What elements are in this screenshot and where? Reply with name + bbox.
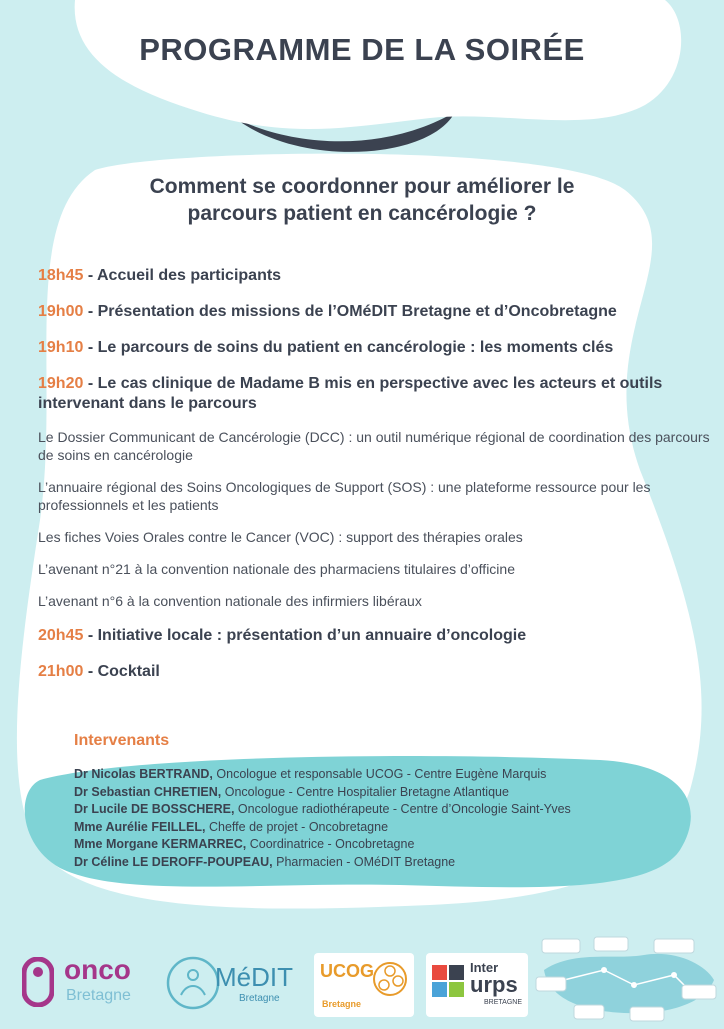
programme-time: 19h00 <box>38 303 84 320</box>
programme-sub-item: Les fiches Voies Orales contre le Cancer (VOC) : support des thérapies orales <box>38 529 523 545</box>
urps-puzzle-icon <box>430 963 466 999</box>
speaker-name: Mme Morgane KERMARREC, <box>74 837 247 851</box>
speakers-list <box>74 766 674 871</box>
omedit-logo <box>165 953 305 1019</box>
speaker-name: Dr Sebastian CHRETIEN, <box>74 784 222 799</box>
bretagne-network-map <box>534 935 720 1024</box>
programme-item <box>38 266 718 286</box>
speaker-row <box>74 836 674 854</box>
programme-sub-item: L’avenant n°21 à la convention nationale des pharmaciens titulaires d’officine <box>38 561 515 577</box>
speaker-role: Oncologue - Centre Hospitalier Bretagne Atlantique <box>221 784 509 799</box>
programme-sub-item: L’avenant n°6 à la convention nationale des infirmiers libéraux <box>38 593 422 609</box>
ucog-logo <box>314 953 414 1017</box>
programme-time: 21h00 <box>38 663 84 680</box>
programme-list <box>38 266 718 698</box>
programme-text: - Initiative locale : présentation d’un annuaire d’oncologie <box>83 627 527 644</box>
subtitle-line: parcours patient en cancérologie ? <box>187 202 537 225</box>
urps-inter-text: Inter <box>470 960 499 975</box>
speaker-row <box>74 819 674 837</box>
urps-region: BRETAGNE <box>484 999 522 1006</box>
omedit-region: Bretagne <box>239 993 280 1004</box>
speaker-role: Coordinatrice - Oncobretagne <box>246 837 415 851</box>
ucog-flower-icon <box>370 959 410 999</box>
programme-text: - Le parcours de soins du patient en cancérologie : les moments clés <box>83 339 614 356</box>
programme-time: 18h45 <box>38 267 84 284</box>
network-map-icon <box>534 935 720 1024</box>
programme-sub-item: Le Dossier Communicant de Cancérologie (DCC) : un outil numérique régional de coordination des parcours de soins en cancérologie <box>38 429 710 463</box>
omedit-wordmark: MéDIT <box>215 962 293 992</box>
programme-time: 19h10 <box>38 339 84 356</box>
omedit-circle-icon <box>165 955 221 1011</box>
programme-text: - Le cas clinique de Madame B mis en perspective avec les acteurs et outils intervenant dans le parcours <box>38 375 663 412</box>
speaker-row <box>74 801 674 819</box>
speakers-heading: Intervenants <box>74 732 170 749</box>
speaker-row <box>74 766 674 784</box>
onco-wordmark: onco <box>64 954 131 985</box>
speaker-row <box>74 854 674 872</box>
subtitle-line: Comment se coordonner pour améliorer le <box>149 175 575 198</box>
onco-symbol-icon <box>22 957 54 1007</box>
speaker-role: Cheffe de projet - Oncobretagne <box>205 819 389 834</box>
speaker-name: Dr Céline LE DEROFF-POUPEAU, <box>74 854 273 869</box>
programme-item <box>38 374 718 414</box>
inter-urps-logo <box>426 953 528 1017</box>
programme-text: - Accueil des participants <box>83 267 282 284</box>
partner-logos <box>0 935 724 1024</box>
programme-sub-item: L’annuaire régional des Soins Oncologiques de Support (SOS) : une plateforme ressource pour les professionnels et les patients <box>38 479 651 513</box>
programme-item <box>38 662 718 682</box>
speaker-role: Pharmacien - OMéDIT Bretagne <box>272 854 456 869</box>
oncobretagne-logo <box>22 955 157 1015</box>
programme-time: 19h20 <box>38 375 84 392</box>
urps-wordmark: urps <box>470 972 518 997</box>
speaker-role: Oncologue radiothérapeute - Centre d’Oncologie Saint-Yves <box>234 802 571 816</box>
ucog-wordmark: UCOG <box>320 961 374 981</box>
programme-text: - Cocktail <box>83 663 160 680</box>
speaker-name: Mme Aurélie FEILLEL, <box>74 819 206 834</box>
programme-text: - Présentation des missions de l’OMéDIT Bretagne et d’Oncobretagne <box>83 303 617 320</box>
speaker-name: Dr Nicolas BERTRAND, <box>74 767 213 781</box>
programme-item <box>38 302 718 322</box>
page-title: PROGRAMME DE LA SOIRÉE <box>139 32 585 67</box>
onco-region: Bretagne <box>66 987 131 1004</box>
programme-item <box>38 626 718 646</box>
speaker-row <box>74 784 674 802</box>
ucog-region: Bretagne <box>322 999 362 1009</box>
programme-item <box>38 338 718 358</box>
speaker-role: Oncologue et responsable UCOG - Centre Eugène Marquis <box>212 767 547 781</box>
speaker-name: Dr Lucile DE BOSSCHERE, <box>74 802 235 816</box>
programme-time: 20h45 <box>38 627 84 644</box>
subtitle <box>80 173 644 227</box>
